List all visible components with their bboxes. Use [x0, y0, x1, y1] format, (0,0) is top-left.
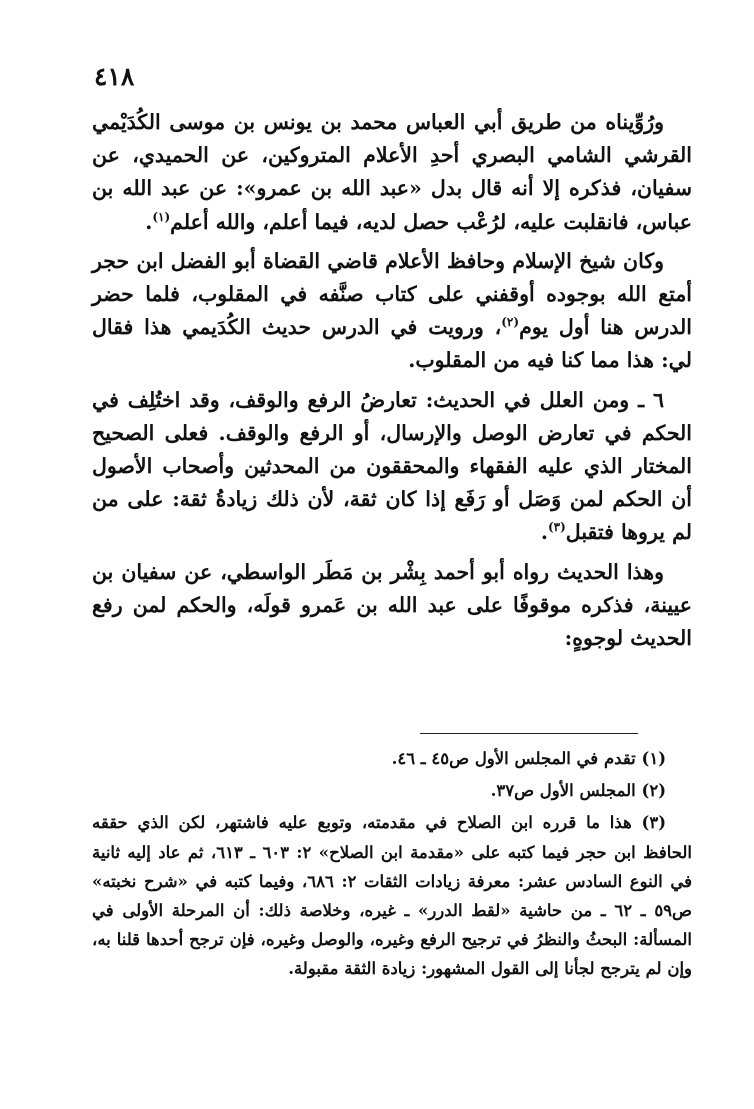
- paragraph-1-text: ورُوِّيناه من طريق أبي العباس محمد بن يونس بن موسى الكُدَيْمي القرشي الشامي البصري أحدِ الأعلام المتروكين، عن الحميدي، عن سفيان، فذكره إلا أنه قال بدل «عبد الله بن عمرو»: عن عبد الله بن عباس، فانقلبت عليه، لرُعْب حصل لديه، فيما أعلم، والله أعلم: [92, 110, 692, 234]
- footnote-2: (٢) المجلس الأول ص٣٧.: [490, 781, 666, 801]
- footnotes: [92, 744, 692, 987]
- footnote-ref-2: (٢): [501, 315, 520, 330]
- paragraph-2-text-a: وكان شيخ الإسلام وحافظ الأعلام قاضي القضاة أبو الفضل ابن حجر أمتع الله بوجوده أوقفني على كتاب صنَّفه في المقلوب، فلما حضر الدرس هنا أول يوم: [92, 248, 692, 340]
- paragraph-4-text: وهذا الحديث رواه أبو أحمد بِشْر بن مَطَر الواسطي، عن سفيان بن عيينة، فذكره موقوفًا على عبد الله بن عَمرو قولَه، والحكم لمن رفع الحديث لوجوهٍ:: [92, 559, 692, 651]
- page-number: ٤١٨: [94, 62, 135, 91]
- paragraph-2-text-b: ، ورويت في الدرس حديث الكُدَيمي هذا فقال لي: هذا مما كنا فيه من المقلوب.: [92, 315, 692, 373]
- paragraph-3-end: .: [540, 520, 548, 545]
- paragraph-1: [92, 106, 692, 239]
- paragraph-2: [92, 245, 692, 378]
- footnote-1: (١) تقدم في المجلس الأول ص٤٥ ـ ٤٦.: [391, 749, 666, 768]
- paragraph-3-text: ٦ ـ ومن العلل في الحديث: تعارضُ الرفع والوقف، وقد اختُلِف في الحكم في تعارض الوصل والإرسال، أو الرفع والوقف. فعلى الصحيح المختار الذي عليه الفقهاء والمحققون من المحدثين وأصحاب الأصول أن الحكم لمن وَصَل أو رَفَع إذا كان ثقة، لأن ذلك زيادةُ ثقة: على من لم يروها فتقبل: [92, 387, 692, 545]
- footnote-3: (٣) هذا ما قرره ابن الصلاح في مقدمته، وتوبع عليه فاشتهر، لكن الذي حققه الحافظ ابن حجر فيما كتبه على «مقدمة ابن الصلاح» ٢: ٦٠٣ ـ ٦١٣، ثم عاد إليه ثانية في النوع السادس عشر: معرفة زيادات الثقات ٢: ٦٨٦، وفيما كتبه في «شرح نخبته» ص٥٩ ـ ٦٢ ـ من حاشية «لقط الدرر» ـ غيره، وخلاصة ذلك: أن المرحلة الأولى في المسألة: البحثُ والنظرُ في ترجيح الرفع وغيره، والوصل وغيره، فإن ترجح أحدها قلنا به، وإن لم يترجح لجأنا إلى القول المشهور: زيادة الثقة مقبولة.: [92, 813, 692, 979]
- footnote-ref-3: (٣): [547, 520, 566, 535]
- paragraph-3: [92, 384, 692, 550]
- main-text: [92, 106, 692, 661]
- paragraph-4: [92, 556, 692, 656]
- footnote-ref-1: (١): [152, 209, 171, 224]
- footnote-separator: [420, 733, 638, 734]
- paragraph-1-end: .: [145, 209, 153, 234]
